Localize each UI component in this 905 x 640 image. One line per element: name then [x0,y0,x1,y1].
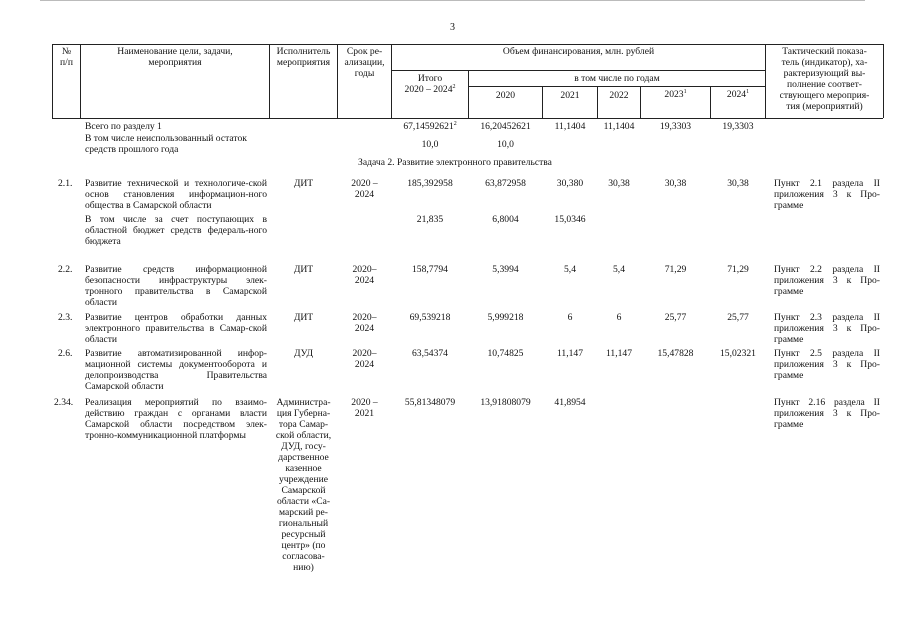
row-executor: ДИТ [293,312,314,323]
row-indicator: Пункт 2.2 раздела II приложения 3 к Про-грамме [774,264,880,297]
row-num: 2.34. [54,397,74,408]
row-total: 158,7794 [412,264,448,275]
summary-2020: 16,20452621 [480,121,531,132]
financing-sub-rule [391,70,765,71]
col-border-right [883,44,884,118]
header-num: № п/п [60,46,73,68]
header-by-years: в том числе по годам [574,73,660,84]
summary-2024: 19,3303 [722,121,754,132]
header-2024-footnote: 1 [746,88,750,95]
header-2023-footnote: 1 [683,88,687,95]
row-2023: 30,38 [664,178,687,189]
row-2022: 5,4 [613,264,625,275]
row-2023: 71,29 [664,264,687,275]
row-indicator: Пункт 2.1 раздела II приложения 3 к Про-грамме [774,178,880,211]
summary-2022: 11,1404 [603,121,635,132]
row-indicator: Пункт 2.5 раздела II приложения 3 к Про-грамме [774,348,880,381]
row-2020: 5,999218 [487,312,524,323]
summary-2021: 11,1404 [554,121,586,132]
row-executor: ДУД [293,348,314,359]
row-2021: 6 [567,312,573,323]
row-term: 2020– 2024 [352,312,377,334]
row-executor: ДИТ [293,178,314,189]
page-top-edge [40,0,865,3]
row-total: 55,81348079 [404,397,456,408]
row-2020: 5,3994 [492,264,519,275]
header-financing: Объем финансирования, млн. рублей [502,46,655,57]
row-num: 2.3. [58,312,73,323]
row-sub-name: В том числе за счет поступающих в областной бюджет средств федераль-ного бюджета [85,214,267,247]
summary-total-footnote: 2 [453,120,457,127]
row-2023: 15,47828 [657,348,694,359]
row-total: 69,539218 [409,312,451,323]
header-name: Наименование цели, задачи, мероприятия [117,46,233,68]
row-2024: 25,77 [727,312,749,323]
row-num: 2.6. [58,348,73,359]
row-executor: Администра- ция Губерна- тора Самар- ской области, ДУД, госу- дарственное казенное учреждение Самарской области «Са- марский ре- гиональный ресурсный центр» (по согласова- нию) [275,397,332,573]
row-2021: 5,4 [564,264,576,275]
row-executor: ДИТ [293,264,314,275]
row-name: Развитие центров обработки данных электронного правительства в Самар-ской области [85,312,267,345]
row-2024: 15,02321 [720,348,756,359]
row-indicator: Пункт 2.16 раздела II приложения 3 к Про-грамме [774,397,880,430]
header-2020: 2020 [495,90,516,101]
row-name: Реализация мероприятий по взаимо-действию граждан с органами власти Самарской области посредством элек-тронно-коммуникационной платформы [85,397,267,441]
row-num: 2.1. [58,178,73,189]
row-2022: 11,147 [605,348,633,359]
row-term: 2020– 2024 [352,264,377,286]
header-top-rule [52,44,883,45]
row-2021: 30,380 [556,178,584,189]
row-2021: 41,8954 [554,397,586,408]
summary-sub-total: 10,0 [421,139,439,150]
header-term: Срок ре- ализации, годы [344,46,385,79]
row-2024: 30,38 [727,178,749,189]
row-indicator: Пункт 2.3 раздела II приложения 3 к Про-грамме [774,312,880,345]
summary-label: Всего по разделу 1 [85,121,162,132]
row-2021: 11,147 [556,348,584,359]
header-2023: 2023$^1$ [664,88,687,100]
row-2022: 6 [616,312,622,323]
row-sub-2021: 15,0346 [554,214,586,225]
row-2024: 71,29 [727,264,749,275]
row-2023: 25,77 [664,312,687,323]
header-bottom-rule [52,118,883,119]
row-sub-2020: 6,8004 [492,214,519,225]
row-term: 2020– 2024 [352,348,377,370]
row-name: Развитие технической и технологиче-ской основ становления информацион-ного общества в Самарской области [85,178,267,211]
task-title: Задача 2. Развитие электронного правительства [358,157,552,168]
summary-total: 67,14592621$^2$ [403,120,457,132]
row-term: 2020 – 2021 [351,397,378,419]
page-number: 3 [450,22,455,33]
header-2021: 2021 [560,90,580,101]
row-2020: 63,872958 [485,178,526,189]
row-2020: 13,91808079 [480,397,531,408]
summary-2023: 19,3303 [659,121,692,132]
row-num: 2.2. [58,264,73,275]
header-2024: 2024$^1$ [726,88,750,100]
summary-sub-2020: 10,0 [497,139,514,150]
row-2022: 30,38 [608,178,630,189]
row-term: 2020 – 2024 [351,178,378,200]
header-total-footnote: 2 [452,83,456,90]
years-sub-rule [468,86,765,87]
header-indicator: Тактический показа- тель (индикатор), ха- рактеризующий вы- полнение соответ- ствующего мероприя- тия (мероприятий) [779,46,870,112]
header-2022: 2022 [609,90,629,101]
summary-sub-label: В том числе неиспользованный остаток средств прошлого года [85,133,247,155]
row-total: 185,392958 [407,178,453,189]
row-name: Развитие средств информационной безопасности инфраструктуры элек-тронного правительства в Самарской области [85,264,267,308]
row-total: 63,54374 [412,348,448,359]
header-total: Итого 2020 – 2024$^2$ [404,73,456,95]
row-2020: 10,74825 [487,348,524,359]
row-name: Развитие автоматизированной инфор-мационной системы документооборота и делопроизводства Правительства Самарской области [85,348,267,392]
row-sub-total: 21,835 [416,214,444,225]
header-executor: Исполнитель мероприятия [276,46,331,68]
